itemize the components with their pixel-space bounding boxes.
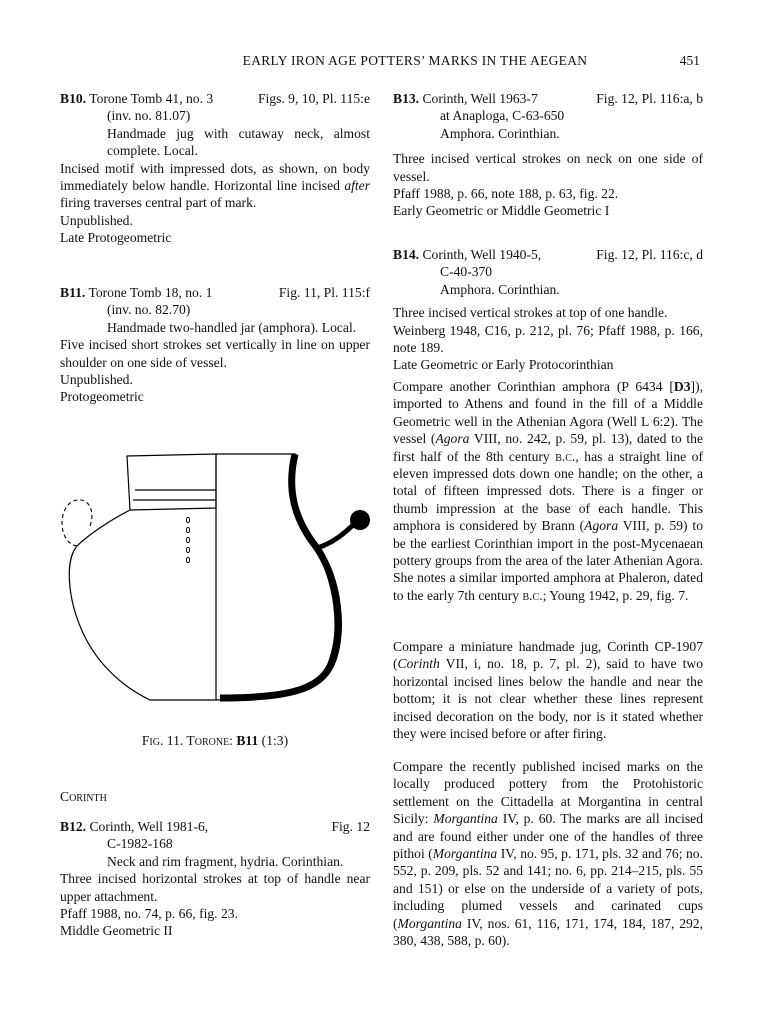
entry-id: B13. (393, 91, 420, 106)
left-handle-dashed (62, 500, 92, 546)
entry-b13-head (393, 90, 703, 107)
entry-description: Amphora. Corinthian. (440, 281, 560, 297)
amphora-section-wall (220, 454, 338, 698)
entry-b14-head (393, 246, 703, 263)
paragraph-miniature-jug: Compare a miniature handmade jug, Corinth CP-1907 (Corinth VII, i, no. 18, p. 7, pl. 2), said to have two horizontal incised lines below the handle and near the bottom; it is not clear whether these lines represent incised decoration on the body, nor is it stated whether they were incised before or after firing. (393, 639, 703, 742)
entry-description: Amphora. Corinthian. (440, 125, 560, 141)
entry-b10-head (60, 90, 370, 107)
entry-site: Torone Tomb 41, no. 3 (89, 91, 214, 106)
entry-reference: Weinberg 1948, C16, p. 212, pl. 76; Pfaff 1988, p. 166, note 189. (393, 322, 703, 356)
entry-date: Middle Geometric II (60, 923, 173, 939)
impressed-dots (186, 517, 189, 562)
running-head-title: EARLY IRON AGE POTTERS’ MARKS IN THE AEGEAN (242, 53, 588, 68)
entry-text: Three incised vertical strokes on neck on one side of vessel. (393, 151, 703, 184)
entry-site: Corinth, Well 1981-6, (89, 819, 209, 834)
entry-text: Incised motif with impressed dots, as shown, on body immediately below handle. Horizontal line incised after firing traverses central part of mark. (60, 160, 370, 211)
entry-inventory: (inv. no. 81.07) (107, 108, 191, 124)
entry-b14 (393, 246, 703, 374)
entry-description: Handmade jug with cutaway neck, almost complete. Local. (107, 125, 370, 159)
entry-b10 (60, 90, 370, 247)
running-header (60, 52, 700, 72)
entry-date: Early Geometric or Middle Geometric I (393, 203, 610, 219)
entry-site: Corinth, Well 1963-7 (422, 91, 538, 106)
amphora-drawing (55, 448, 385, 718)
section-heading-corinth: Corinth (60, 789, 107, 804)
entry-description: Neck and rim fragment, hydria. Corinthian. (107, 853, 344, 869)
entry-b11-head (60, 284, 370, 301)
entry-text: Five incised short strokes set vertically in line on upper shoulder on one side of vessel. (60, 337, 370, 370)
entry-location: at Anaploga, C-63-650 (440, 108, 565, 124)
amphora-body-outline (69, 510, 216, 700)
entry-publication: Unpublished. (60, 212, 133, 228)
entry-b11 (60, 284, 370, 406)
amphora-section-outline (216, 454, 335, 700)
figure-caption: Fig. 11. Torone: B11 (1:3) (141, 733, 289, 748)
entry-site: Corinth, Well 1940-5, (422, 247, 542, 262)
entry-figure-ref: Fig. 11, Pl. 115:f (278, 285, 370, 300)
amphora-rim-band (133, 490, 216, 500)
entry-b13 (393, 90, 703, 220)
right-handle-section (350, 510, 370, 530)
entry-description: Handmade two-handled jar (amphora). Local. (107, 319, 357, 335)
entry-figure-ref: Figs. 9, 10, Pl. 115:e (257, 91, 370, 106)
right-handle (317, 523, 355, 548)
entry-date: Late Geometric or Early Protocorinthian (393, 357, 614, 373)
entry-id: B10. (60, 91, 87, 106)
entry-id: B14. (393, 247, 420, 262)
entry-figure-ref: Fig. 12 (331, 819, 370, 834)
entry-site: Torone Tomb 18, no. 1 (88, 285, 213, 300)
entry-text: Three incised horizontal strokes at top of handle near upper attachment. (60, 871, 370, 904)
entry-publication: Unpublished. (60, 372, 133, 388)
entry-figure-ref: Fig. 12, Pl. 116:c, d (596, 247, 703, 262)
entry-inventory: C-40-370 (440, 264, 493, 280)
entry-b12 (60, 818, 370, 940)
paragraph-morgantina: Compare the recently published incised marks on the locally produced pottery from the Protohistoric settlement on the Cittadella at Morgantina in central Sicily: Morgantina IV, p. 60. The marks are all incised and are found either under one of the handles of three pithoi (Morgantina IV, no. 95, p. 171, pls. 32 and 76; no. 552, p. 209, pls. 52 and 141; no. 6, pp. 214–215, pls. 55 and 151) or else on the underside of a variety of pots, including plumed vessels and carinated cups (Morgantina IV, nos. 61, 116, 171, 174, 184, 187, 292, 380, 438, 588, p. 60). (393, 759, 703, 949)
paragraph-agora-amphora: Compare another Corinthian amphora (P 6434 [D3]), imported to Athens and found in the fill of a Middle Geometric well in the Athenian Agora (Well L 6:2). The vessel (Agora VIII, no. 242, p. 59, pl. 13), dated to the first half of the 8th century b.c., has a straight line of eleven impressed dots down one handle; on the other, a total of fifteen impressed dots. There is a finger or thumb impression at the base of each handle. This amphora is considered by Brann (Agora VIII, p. 59) to be the earliest Corinthian import in the post-Mycenaean pottery groups from the area of the later Athenian Agora. She notes a similar imported amphora at Phaleron, dated to the early 7th century b.c.; Young 1942, p. 29, fig. 7. (393, 379, 703, 603)
entry-reference: Pfaff 1988, p. 66, note 188, p. 63, fig. 22. (393, 186, 619, 202)
amphora-outline (127, 454, 216, 510)
entry-inventory: (inv. no. 82.70) (107, 302, 191, 318)
entry-b12-head (60, 818, 370, 835)
entry-figure-ref: Fig. 12, Pl. 116:a, b (596, 91, 703, 106)
entry-date: Protogeometric (60, 389, 144, 405)
entry-id: B11. (60, 285, 86, 300)
entry-date: Late Protogeometric (60, 230, 172, 246)
entry-text: Three incised vertical strokes at top of one handle. (393, 305, 668, 321)
entry-reference: Pfaff 1988, no. 74, p. 66, fig. 23. (60, 906, 238, 922)
entry-inventory: C-1982-168 (107, 836, 173, 852)
page-number: 451 (679, 53, 700, 68)
entry-id: B12. (60, 819, 87, 834)
